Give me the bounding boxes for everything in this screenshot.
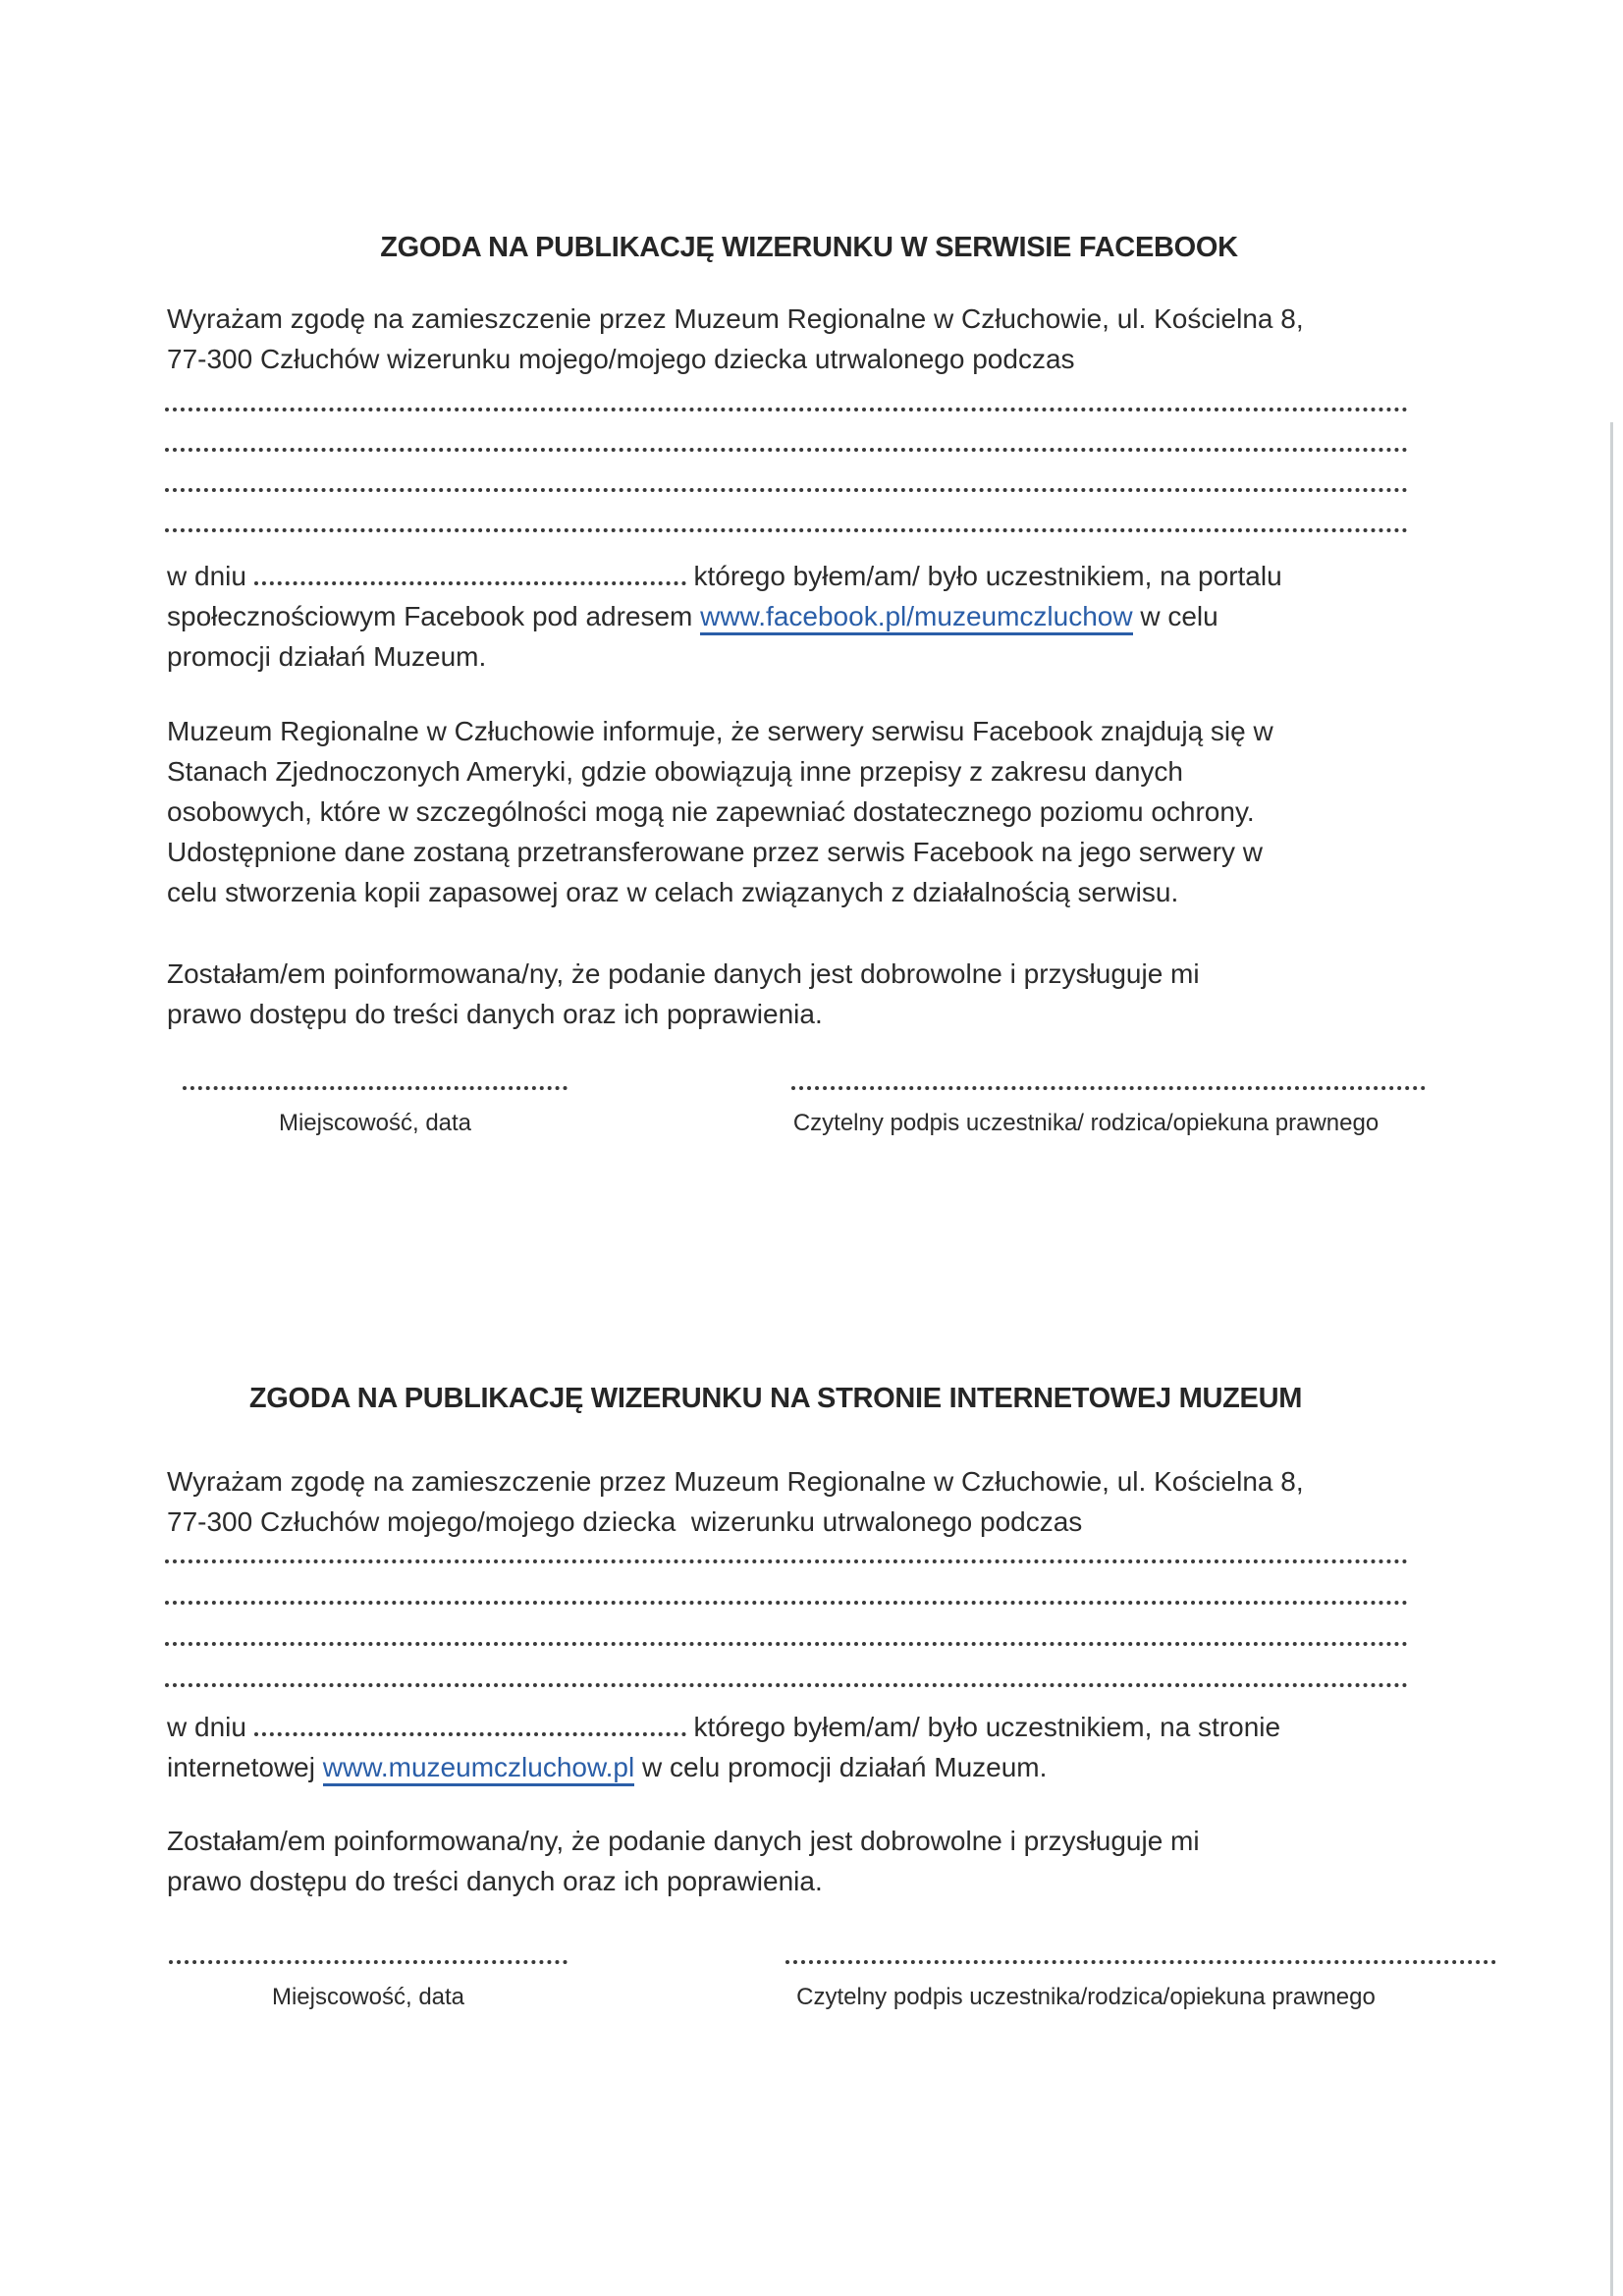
link-line-after: w celu [1132, 601, 1218, 631]
link-line-before: internetowej [167, 1752, 323, 1782]
facebook-info-line: celu stworzenia kopii zapasowej oraz w celach związanych z działalnością serwisu. [167, 877, 1179, 907]
website-consent-line: prawo dostępu do treści danych oraz ich poprawienia. [167, 1866, 823, 1896]
dotted-blank-line [165, 448, 1408, 452]
facebook-consent-line: prawo dostępu do treści danych oraz ich poprawienia. [167, 999, 823, 1029]
website-date-line [167, 1711, 1280, 1744]
dotted-blank-line [165, 408, 1408, 411]
signature-place-label: Miejscowość, data [278, 1110, 472, 1136]
date-prefix: w dniu [167, 1712, 254, 1742]
facebook-link-line-tail: promocji działań Muzeum. [167, 641, 487, 672]
dotted-blank-line [165, 528, 1408, 532]
website-link-line [167, 1751, 1047, 1784]
dotted-blank-line [165, 1683, 1408, 1687]
dotted-blank-line [165, 1601, 1408, 1605]
date-suffix: którego byłem/am/ było uczestnikiem, na portalu [685, 561, 1282, 591]
link-line-after: w celu promocji działań Muzeum. [634, 1752, 1048, 1782]
dotted-blank-line [165, 1642, 1408, 1646]
facebook-intro-line: Wyrażam zgodę na zamieszczenie przez Muzeum Regionalne w Człuchowie, ul. Kościelna 8, [167, 303, 1304, 334]
facebook-info-line: Stanach Zjednoczonych Ameryki, gdzie obowiązują inne przepisy z zakresu danych [167, 756, 1184, 787]
signature-place-line [183, 1086, 568, 1090]
facebook-info-line: Muzeum Regionalne w Człuchowie informuje, że serwery serwisu Facebook znajdują się w [167, 716, 1273, 746]
website-section-title: ZGODA NA PUBLIKACJĘ WIZERUNKU NA STRONIE INTERNETOWEJ MUZEUM [248, 1383, 1303, 1414]
facebook-info-line: Udostępnione dane zostaną przetransferowane przez serwis Facebook na jego serwery w [167, 837, 1263, 867]
facebook-section-title: ZGODA NA PUBLIKACJĘ WIZERUNKU W SERWISIE FACEBOOK [380, 232, 1238, 263]
website-consent-line: Zostałam/em poinformowana/ny, że podanie danych jest dobrowolne i przysługuje mi [167, 1826, 1200, 1856]
museum-website-link[interactable]: www.muzeumczluchow.pl [323, 1752, 634, 1786]
link-line-before: społecznościowym Facebook pod adresem [167, 601, 701, 631]
date-prefix: w dniu [167, 561, 254, 591]
signature-sign-label: Czytelny podpis uczestnika/rodzica/opiekuna prawnego [796, 1984, 1376, 2010]
facebook-consent-line: Zostałam/em poinformowana/ny, że podanie danych jest dobrowolne i przysługuje mi [167, 958, 1200, 989]
website-intro-line: Wyrażam zgodę na zamieszczenie przez Muzeum Regionalne w Człuchowie, ul. Kościelna 8, [167, 1466, 1304, 1497]
date-dotted-blank [254, 1711, 686, 1736]
facebook-info-line: osobowych, które w szczególności mogą nie zapewniać dostatecznego poziomu ochrony. [167, 796, 1255, 827]
dotted-blank-line [165, 488, 1408, 492]
signature-place-line [169, 1960, 568, 1964]
facebook-date-line [167, 560, 1282, 593]
signature-place-label: Miejscowość, data [271, 1984, 465, 2010]
facebook-intro-line: 77-300 Człuchów wizerunku mojego/mojego dziecka utrwalonego podczas [167, 344, 1075, 374]
signature-sign-line [785, 1960, 1496, 1964]
website-intro-line: 77-300 Człuchów mojego/mojego dziecka wizerunku utrwalonego podczas [167, 1506, 1083, 1537]
signature-sign-label: Czytelny podpis uczestnika/ rodzica/opiekuna prawnego [792, 1110, 1380, 1136]
dotted-blank-line [165, 1559, 1408, 1563]
facebook-link[interactable]: www.facebook.pl/muzeumczluchow [700, 601, 1132, 635]
signature-sign-line [791, 1086, 1426, 1090]
scan-artifact-line [1610, 422, 1613, 2296]
date-suffix: którego byłem/am/ było uczestnikiem, na stronie [685, 1712, 1281, 1742]
date-dotted-blank [254, 560, 686, 585]
facebook-link-line [167, 600, 1218, 633]
